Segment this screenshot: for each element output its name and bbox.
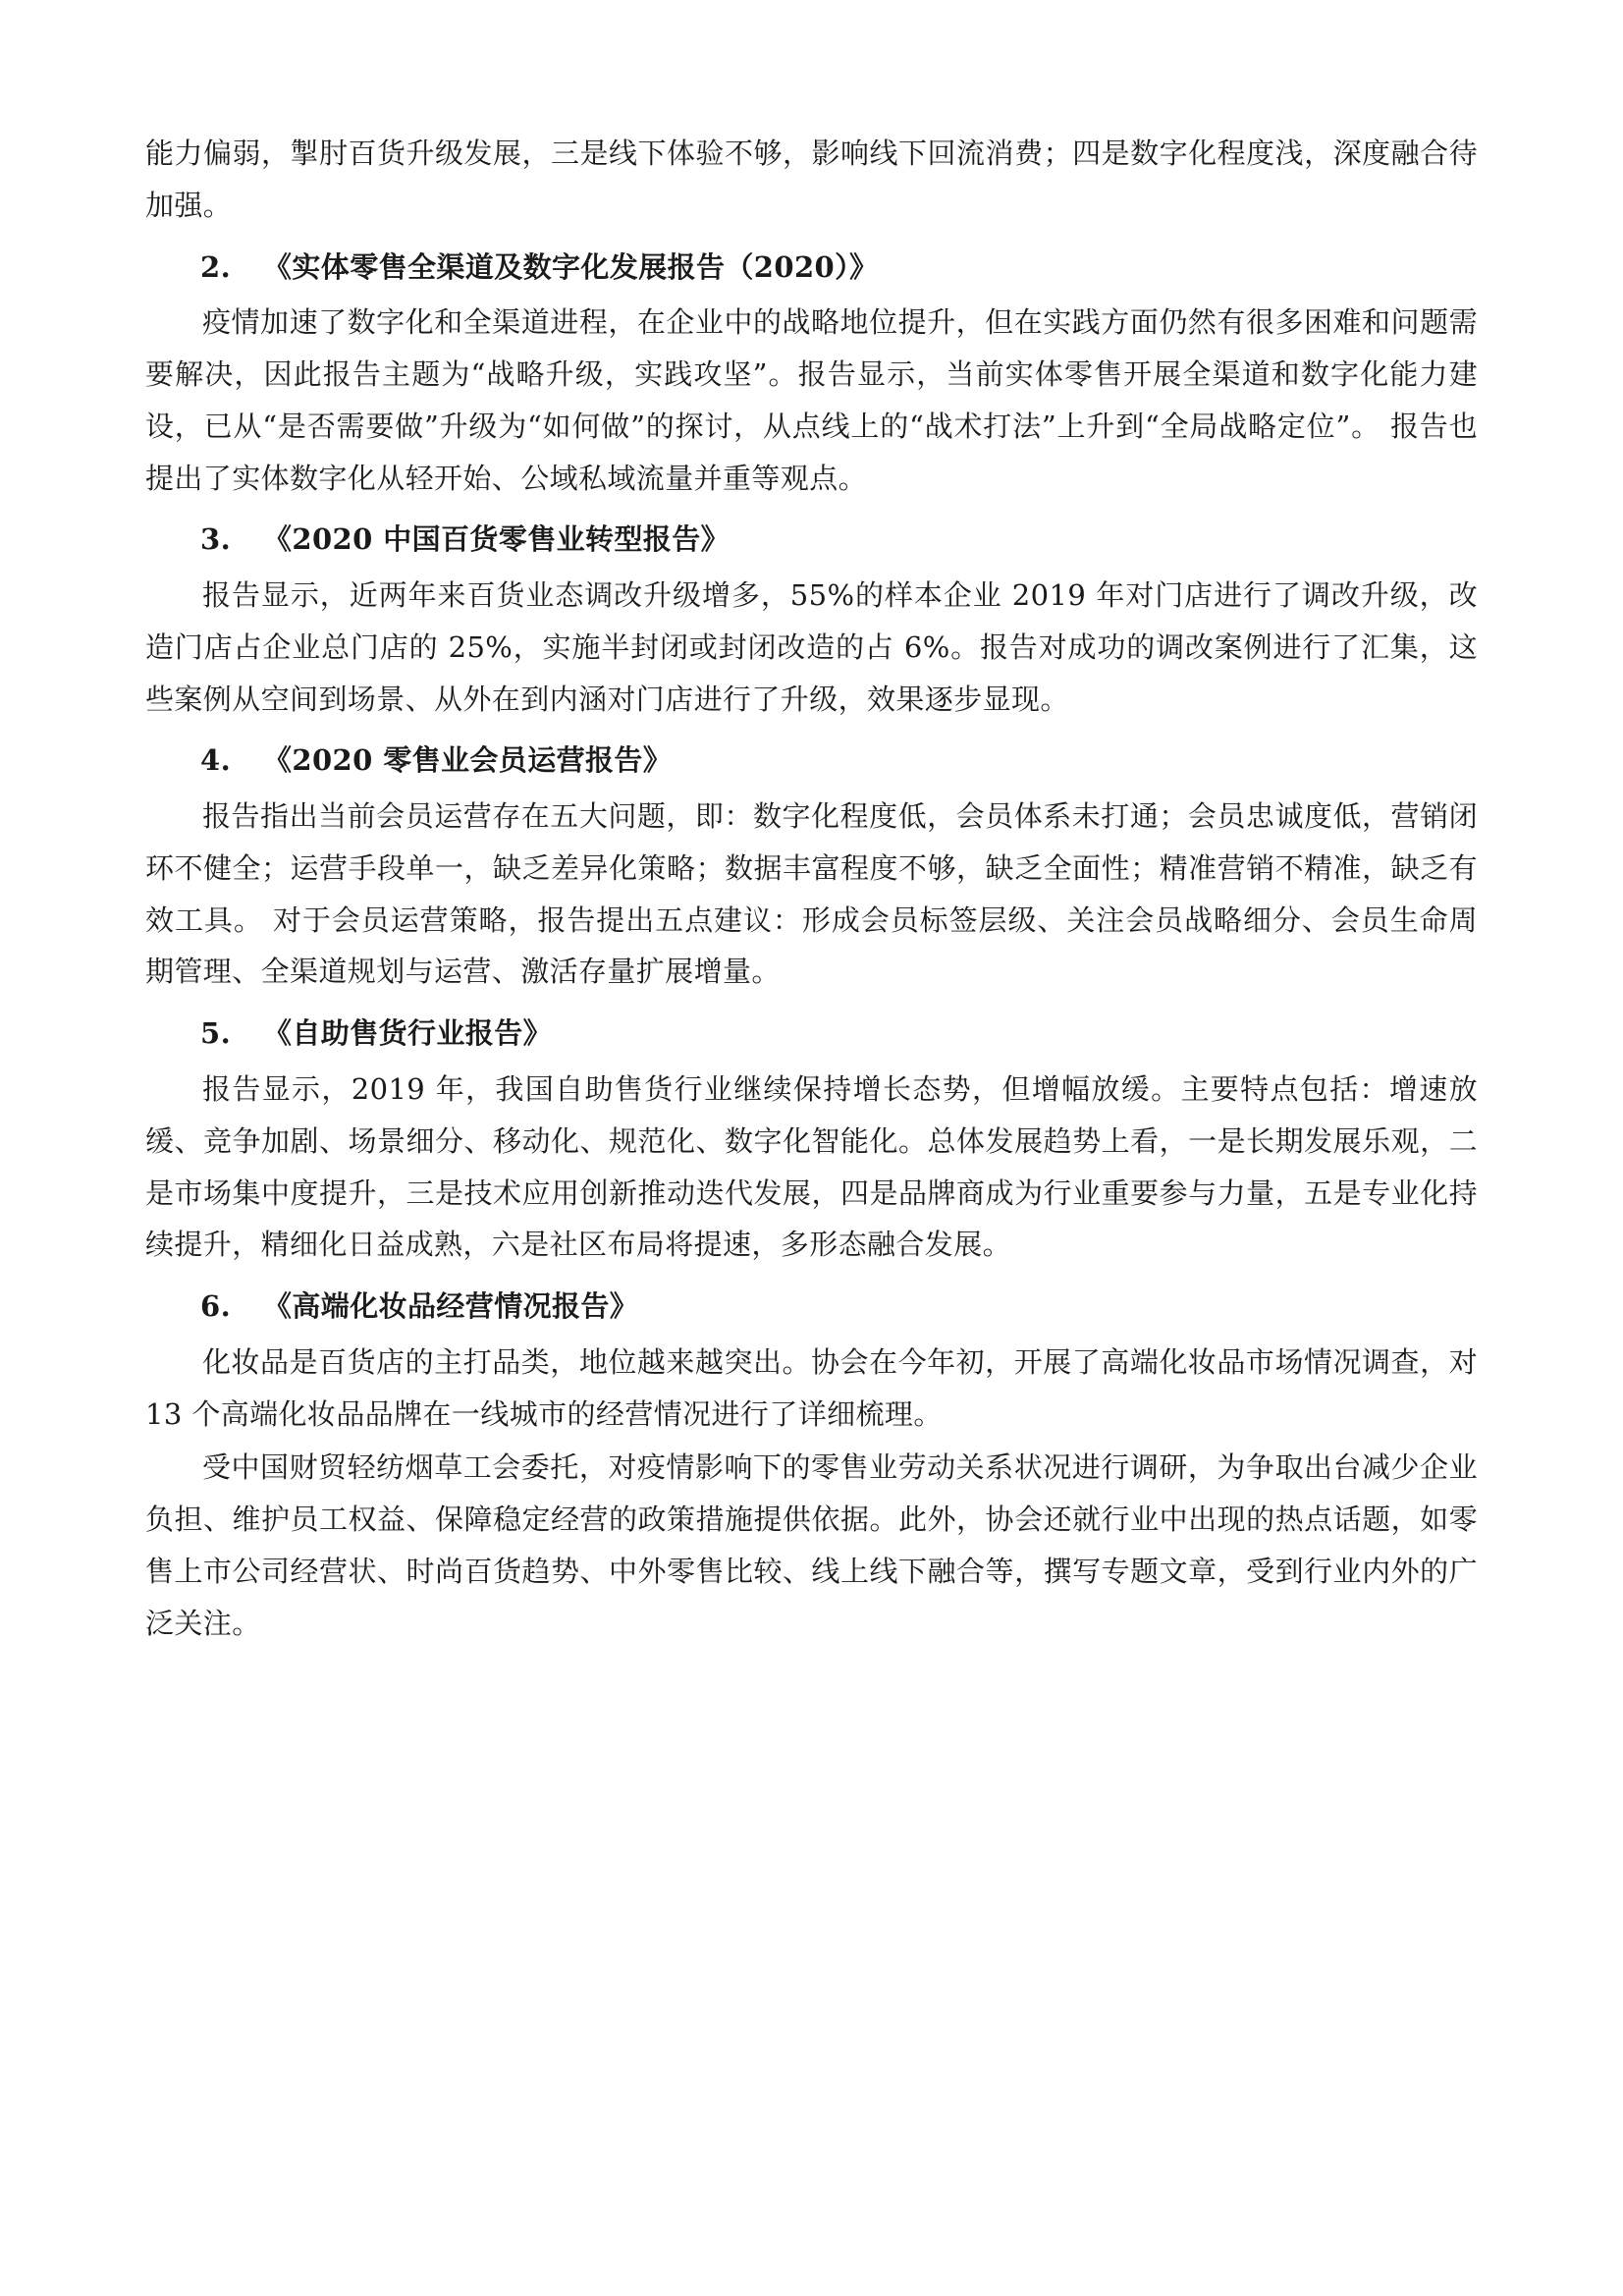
section-heading-6	[145, 1281, 1478, 1333]
section-number: 3.	[200, 522, 232, 557]
section-heading-3	[145, 514, 1478, 566]
paragraph: 受中国财贸轻纺烟草工会委托，对疫情影响下的零售业劳动关系状况进行调研，为争取出台减少企业负担、维护员工权益、保障稳定经营的政策措施提供依据。此外，协会还就行业中出现的热点话题，如零售上市公司经营状、时尚百货趋势、中外零售比较、线上线下融合等，撰写专题文章，受到行业内外的广泛关注。	[145, 1450, 1478, 1640]
section-number: 4.	[200, 743, 232, 778]
paragraph: 能力偏弱，掣肘百货升级发展，三是线下体验不够，影响线下回流消费；四是数字化程度浅，深度融合待加强。	[145, 137, 1478, 222]
section-title: 《实体零售全渠道及数字化发展报告（2020）》	[263, 249, 879, 284]
paragraph: 报告指出当前会员运营存在五大问题，即：数字化程度低，会员体系未打通；会员忠诚度低，营销闭环不健全；运营手段单一，缺乏差异化策略；数据丰富程度不够，缺乏全面性；精准营销不精准，缺乏有效工具。 对于会员运营策略，报告提出五点建议：形成会员标签层级、关注会员战略细分、会员生命周期管理、全渠道规划与运营、激活存量扩展增量。	[145, 799, 1478, 989]
paragraph: 报告显示，近两年来百货业态调改升级增多，55%的样本企业 2019 年对门店进行了调改升级，改造门店占企业总门店的 25%，实施半封闭或封闭改造的占 6%。报告对成功的调改案例进行了汇集，这些案例从空间到场景、从外在到内涵对门店进行了升级，效果逐步显现。	[145, 578, 1478, 716]
paragraph: 化妆品是百货店的主打品类，地位越来越突出。协会在今年初，开展了高端化妆品市场情况调查，对 13 个高端化妆品品牌在一线城市的经营情况进行了详细梳理。	[145, 1344, 1478, 1431]
section-heading-4	[145, 735, 1478, 787]
section-number: 5.	[200, 1016, 232, 1051]
paragraph: 疫情加速了数字化和全渠道进程，在企业中的战略地位提升，但在实践方面仍然有很多困难和问题需要解决，因此报告主题为“战略升级，实践攻坚”。报告显示，当前实体零售开展全渠道和数字化能力建设，已从“是否需要做”升级为“如何做”的探讨，从点线上的“战术打法”上升到“全局战略定位”。 报告也提出了实体数字化从轻开始、公域私域流量并重等观点。	[145, 305, 1478, 495]
paragraph: 报告显示，2019 年，我国自助售货行业继续保持增长态势，但增幅放缓。主要特点包括：增速放缓、竞争加剧、场景细分、移动化、规范化、数字化智能化。总体发展趋势上看，一是长期发展乐观，二是市场集中度提升，三是技术应用创新推动迭代发展，四是品牌商成为行业重要参与力量，五是专业化持续提升，精细化日益成熟，六是社区布局将提速，多形态融合发展。	[145, 1072, 1478, 1262]
section-title: 《自助售货行业报告》	[263, 1016, 553, 1051]
section-number: 6.	[200, 1289, 232, 1324]
document-body	[145, 128, 1478, 1649]
section-title: 《2020 中国百货零售业转型报告》	[263, 522, 730, 557]
section-heading-5	[145, 1008, 1478, 1060]
section-title: 《高端化妆品经营情况报告》	[263, 1289, 639, 1324]
section-title: 《2020 零售业会员运营报告》	[263, 743, 673, 778]
section-number: 2.	[200, 249, 232, 284]
section-heading-2	[145, 242, 1478, 294]
